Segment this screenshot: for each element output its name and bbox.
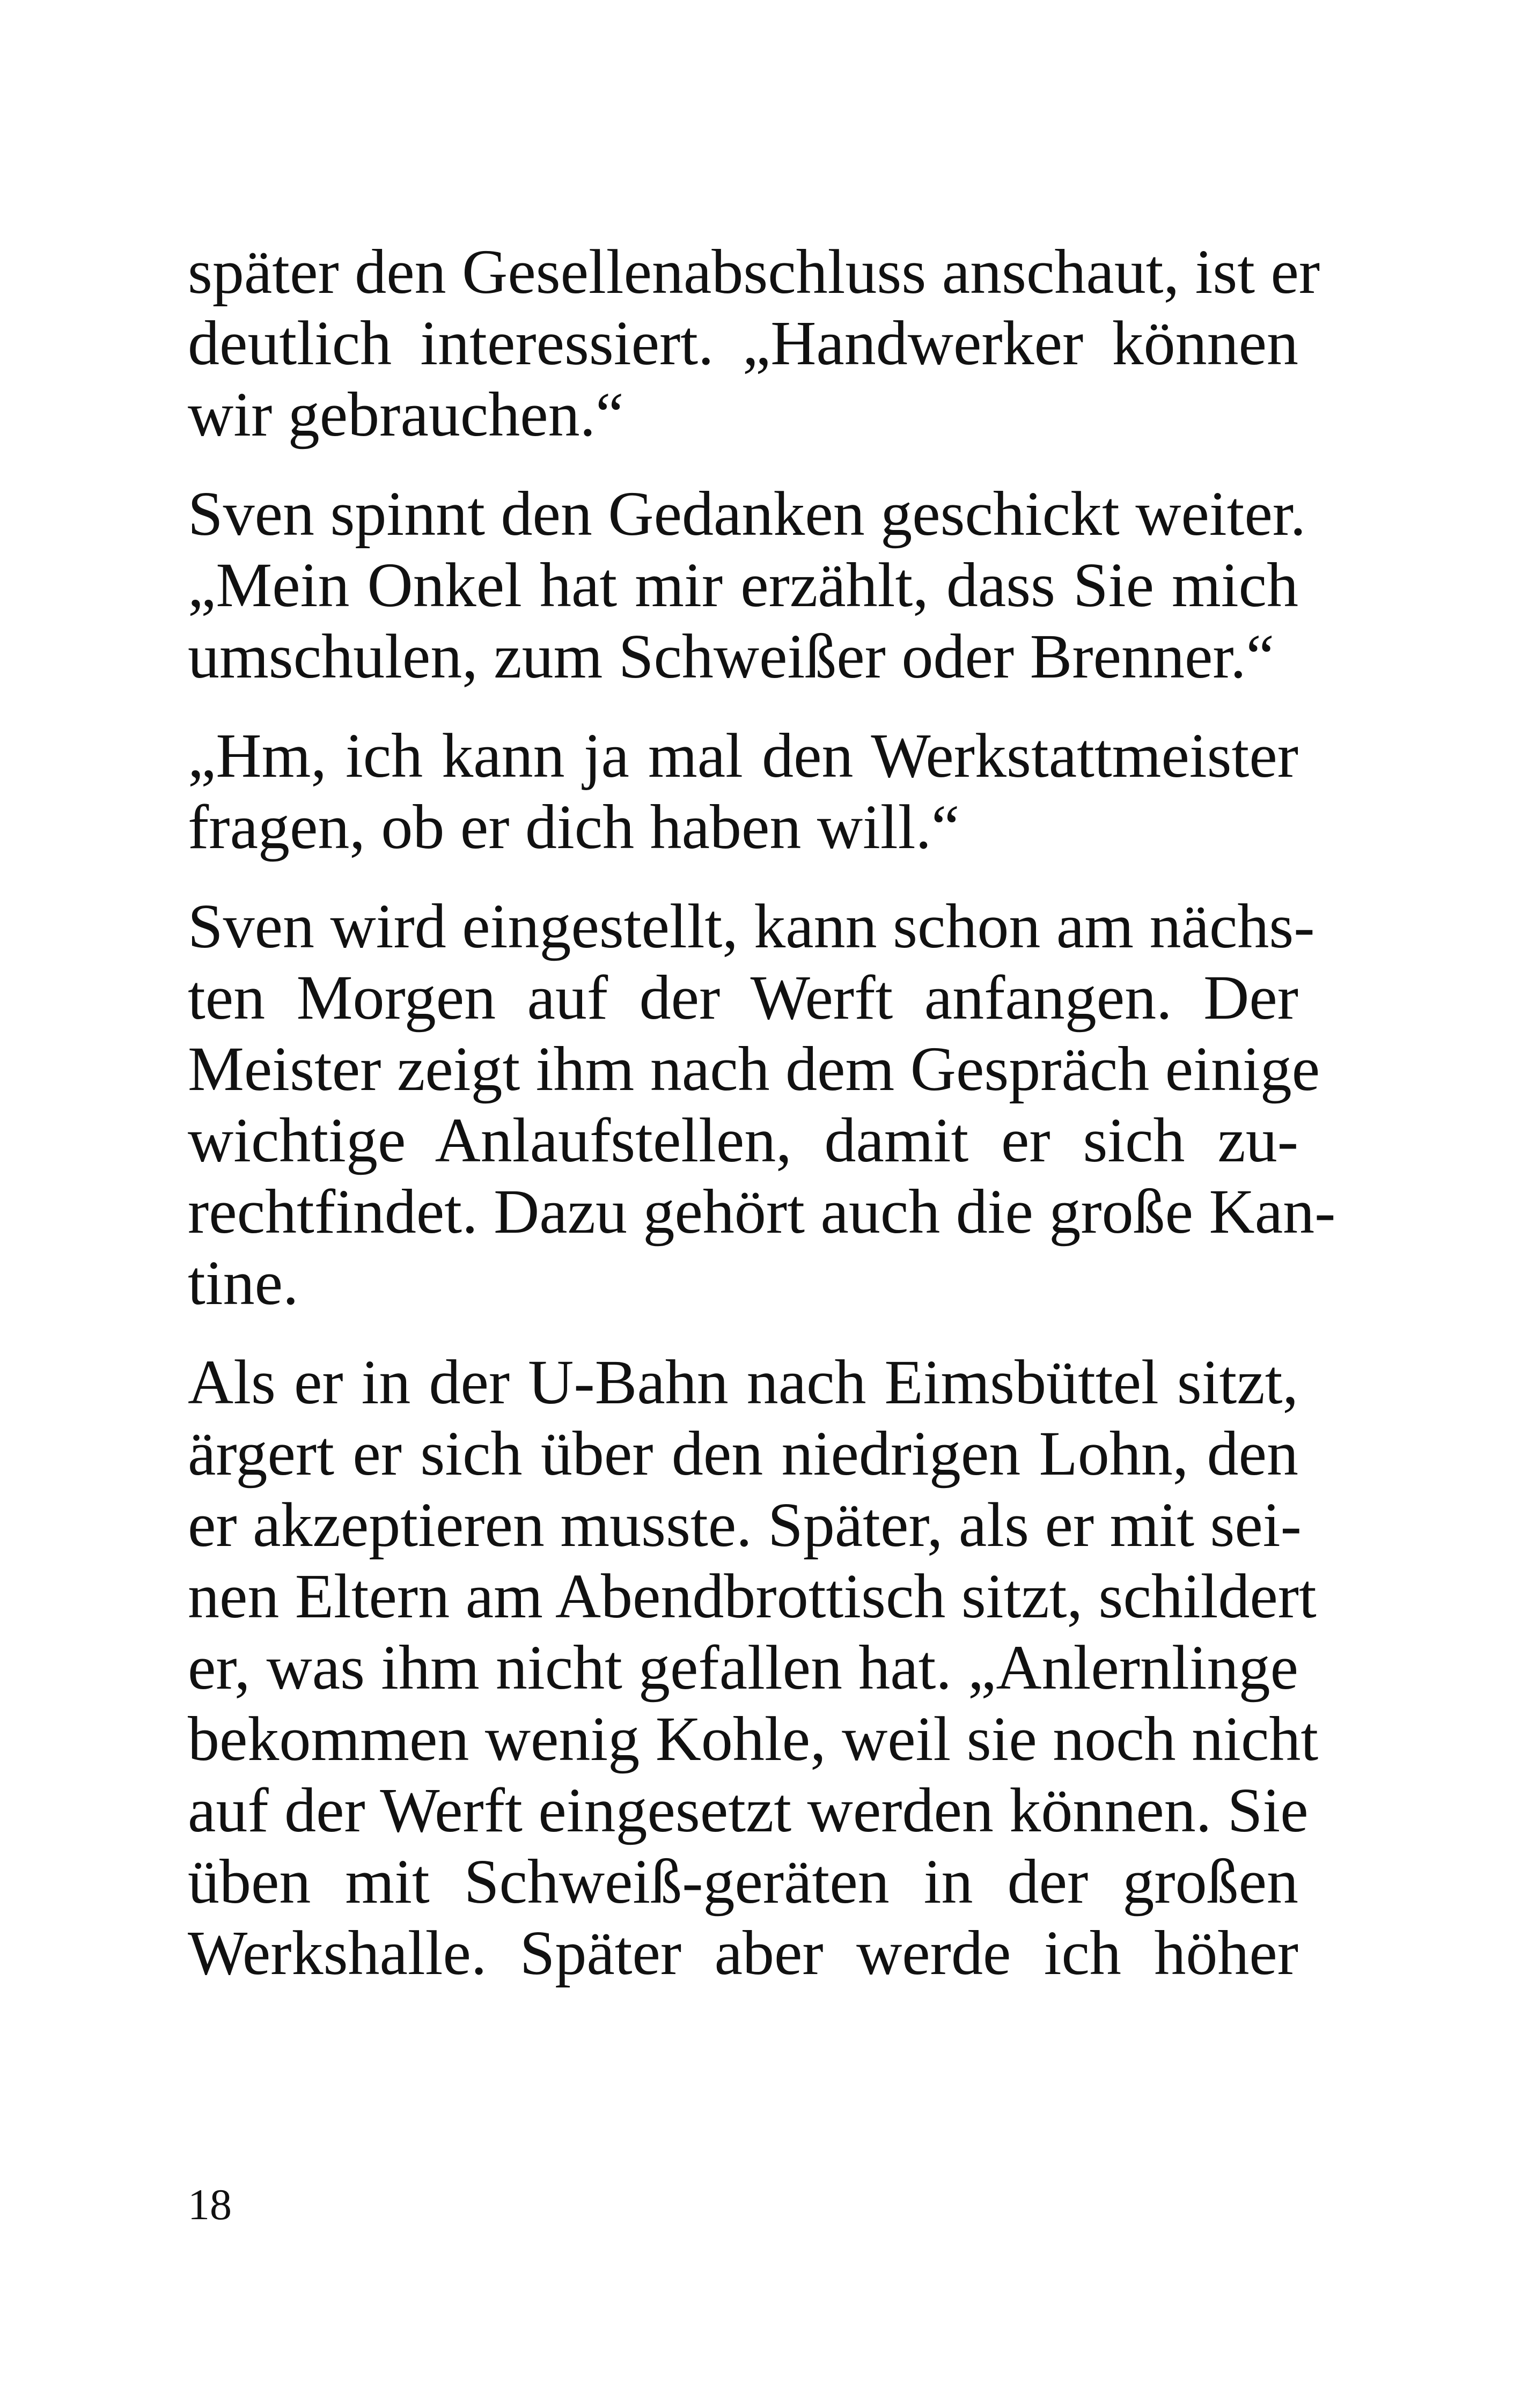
text-line: wir gebrauchen.“ bbox=[188, 379, 624, 450]
text-line: Werkshalle. Später aber werde ich höher bbox=[188, 1918, 1298, 1988]
paragraph-gap bbox=[188, 863, 1298, 890]
text-line: tine. bbox=[188, 1248, 299, 1318]
paragraph-gap bbox=[188, 692, 1298, 720]
text-line: später den Gesellenabschluss anschaut, ist er bbox=[188, 237, 1320, 307]
text-line: ten Morgen auf der Werft anfangen. Der bbox=[188, 962, 1298, 1033]
text-line: Sven spinnt den Gedanken geschickt weiter. bbox=[188, 478, 1306, 549]
text-line: er akzeptieren musste. Später, als er mit sei- bbox=[188, 1490, 1302, 1560]
text-line: auf der Werft eingesetzt werden können. Sie bbox=[188, 1775, 1309, 1845]
paragraph-gap bbox=[188, 1319, 1298, 1346]
text-line: üben mit Schweiß-geräten in der großen bbox=[188, 1846, 1298, 1917]
paragraph bbox=[188, 890, 1336, 1319]
text-line: „Hm, ich kann ja mal den Werkstattmeister bbox=[188, 720, 1298, 791]
paragraph bbox=[188, 478, 1306, 692]
text-line: nen Eltern am Abendbrottisch sitzt, schildert bbox=[188, 1561, 1317, 1631]
body-text bbox=[188, 236, 1336, 1989]
text-line: bekommen wenig Kohle, weil sie noch nicht bbox=[188, 1704, 1319, 1774]
text-line: wichtige Anlaufstellen, damit er sich zu- bbox=[188, 1105, 1298, 1175]
text-line: umschulen, zum Schweißer oder Brenner.“ bbox=[188, 621, 1275, 691]
text-line: fragen, ob er dich haben will.“ bbox=[188, 792, 960, 862]
text-line: er, was ihm nicht gefallen hat. „Anlernlinge bbox=[188, 1632, 1298, 1703]
text-line: ärgert er sich über den niedrigen Lohn, den bbox=[188, 1418, 1298, 1489]
text-line: Als er in der U-Bahn nach Eimsbüttel sitzt, bbox=[188, 1347, 1298, 1417]
paragraph bbox=[188, 236, 1320, 450]
text-line: Sven wird eingestellt, kann schon am nächs- bbox=[188, 891, 1315, 961]
text-line: deutlich interessiert. „Handwerker können bbox=[188, 308, 1298, 378]
paragraph bbox=[188, 1346, 1319, 1989]
paragraph-gap bbox=[188, 450, 1298, 478]
text-line: Meister zeigt ihm nach dem Gespräch einige bbox=[188, 1034, 1320, 1104]
page-number: 18 bbox=[188, 2180, 232, 2229]
text-line: „Mein Onkel hat mir erzählt, dass Sie mich bbox=[188, 550, 1298, 620]
paragraph bbox=[188, 720, 1298, 863]
text-line: rechtfindet. Dazu gehört auch die große Kan- bbox=[188, 1176, 1336, 1247]
